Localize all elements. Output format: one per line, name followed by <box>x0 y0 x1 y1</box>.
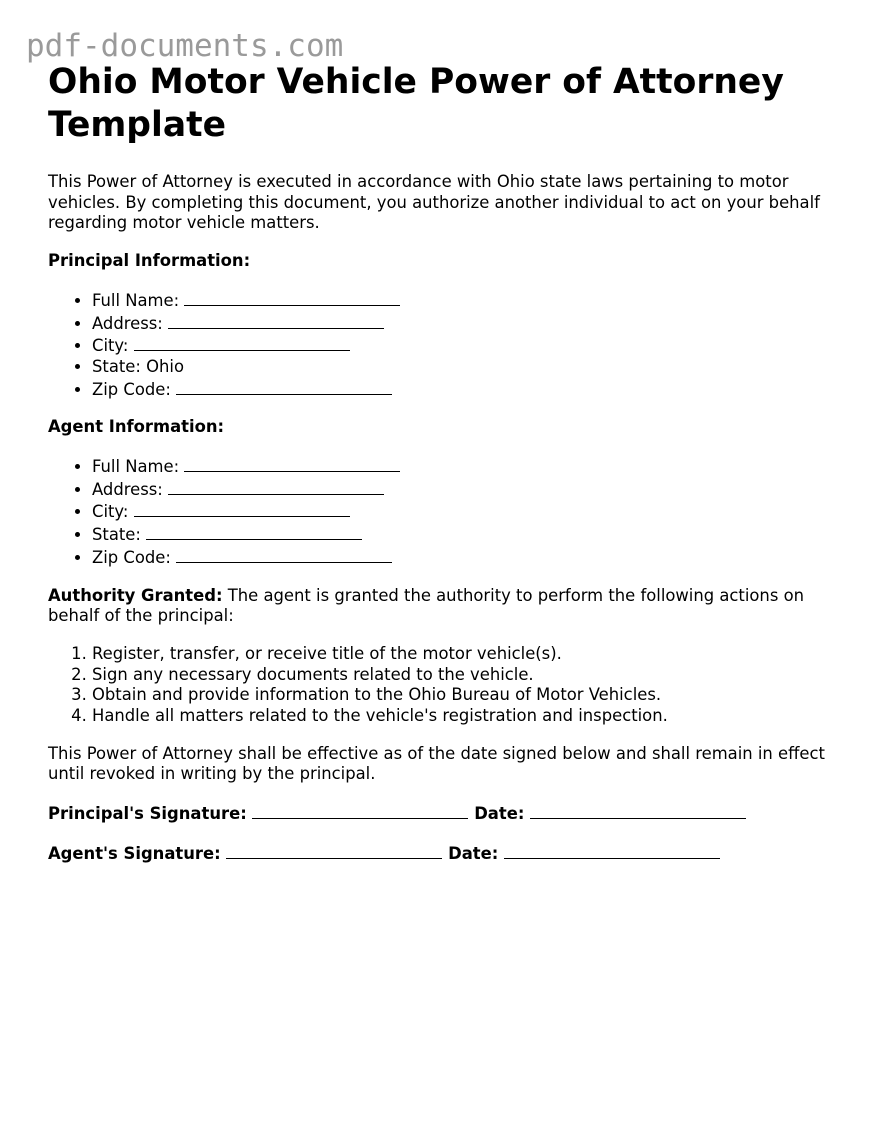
authority-list <box>48 644 848 727</box>
principal-signature-label: Principal's Signature: <box>48 804 247 824</box>
principal-city-field <box>92 334 848 357</box>
agent-signature-label: Agent's Signature: <box>48 843 221 863</box>
authority-paragraph <box>48 586 848 627</box>
list-item: 4. Handle all matters related to the vehicle's registration and inspection. <box>92 706 848 727</box>
agent-city-blank[interactable] <box>134 500 350 517</box>
agent-heading: Agent Information: <box>48 417 225 437</box>
principal-address-field <box>92 312 848 335</box>
watermark: pdf-documents.com <box>26 28 344 64</box>
agent-state-field <box>92 523 848 546</box>
agent-address-blank[interactable] <box>168 478 384 495</box>
agent-full-name-field <box>92 455 848 478</box>
agent-address-field <box>92 478 848 501</box>
field-label: State: <box>92 525 141 545</box>
principal-state-value: Ohio <box>146 356 185 376</box>
field-label: Zip Code: <box>92 379 171 399</box>
principal-city-blank[interactable] <box>134 334 350 351</box>
principal-full-name-blank[interactable] <box>184 289 400 306</box>
agent-signature-line <box>48 842 848 865</box>
document-page <box>48 61 848 865</box>
agent-signature-blank[interactable] <box>226 842 442 859</box>
principal-date-label: Date: <box>474 804 525 824</box>
agent-date-blank[interactable] <box>504 842 720 859</box>
list-item: 1. Register, transfer, or receive title of the motor vehicle(s). <box>92 644 848 665</box>
principal-fields <box>48 289 848 401</box>
authority-text: The agent is granted the authority to perform the following actions on behalf of the principal: <box>48 585 804 626</box>
principal-zip-field <box>92 378 848 401</box>
principal-signature-line <box>48 802 848 825</box>
principal-zip-blank[interactable] <box>176 378 392 395</box>
field-label: City: <box>92 502 129 522</box>
authority-lead: Authority Granted: <box>48 585 223 605</box>
agent-full-name-blank[interactable] <box>184 455 400 472</box>
principal-state-field <box>92 357 848 378</box>
agent-zip-field <box>92 546 848 569</box>
principal-address-blank[interactable] <box>168 312 384 329</box>
agent-fields <box>48 455 848 569</box>
field-label: Full Name: <box>92 290 180 310</box>
field-label: Zip Code: <box>92 547 171 567</box>
agent-city-field <box>92 500 848 523</box>
intro-paragraph: This Power of Attorney is executed in accordance with Ohio state laws pertaining to motor vehicles. By completing this document, you authorize another individual to act on your behalf regarding motor vehicle matters. <box>48 172 820 233</box>
agent-state-blank[interactable] <box>146 523 362 540</box>
field-label: Address: <box>92 479 163 499</box>
field-label: City: <box>92 336 129 356</box>
field-label: Full Name: <box>92 457 180 477</box>
effective-paragraph: This Power of Attorney shall be effective as of the date signed below and shall remain in effect until revoked in writing by the principal. <box>48 743 825 784</box>
principal-date-blank[interactable] <box>530 802 746 819</box>
document-title: Ohio Motor Vehicle Power of Attorney Template <box>48 62 784 145</box>
list-item: 3. Obtain and provide information to the Ohio Bureau of Motor Vehicles. <box>92 685 848 706</box>
principal-full-name-field <box>92 289 848 312</box>
agent-date-label: Date: <box>448 843 499 863</box>
list-item: 2. Sign any necessary documents related to the vehicle. <box>92 665 848 686</box>
field-label: State: <box>92 356 141 376</box>
principal-heading: Principal Information: <box>48 251 251 271</box>
field-label: Address: <box>92 313 163 333</box>
principal-signature-blank[interactable] <box>252 802 468 819</box>
agent-zip-blank[interactable] <box>176 546 392 563</box>
